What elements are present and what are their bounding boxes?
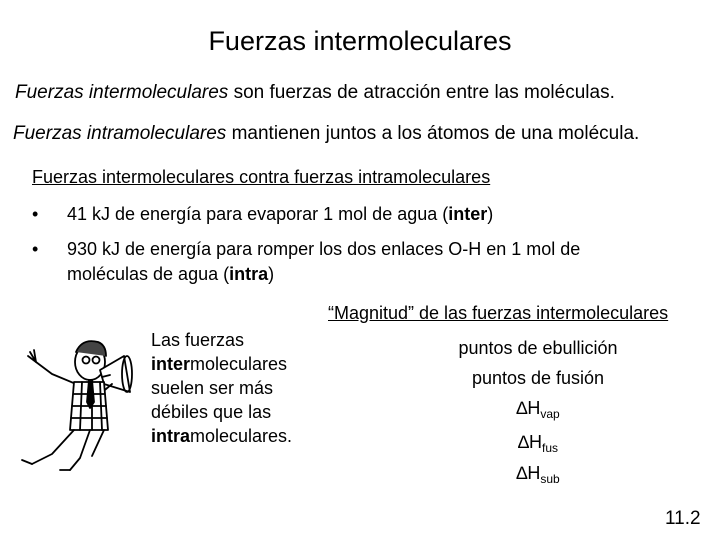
delta-symbol: ∆ (517, 432, 529, 452)
callout-bold-intra: intra (151, 426, 191, 446)
bullet-intra (32, 237, 652, 287)
callout-bold-inter: inter (151, 354, 191, 374)
callout-text (151, 328, 326, 448)
bullet-text-bold: inter (448, 204, 488, 224)
enthalpy-sublimation (378, 463, 698, 486)
term-inter: Fuerzas intermoleculares (15, 82, 229, 103)
boiling-points: puntos de ebullición (458, 338, 618, 358)
page-number: 11.2 (665, 508, 701, 529)
man-with-megaphone-icon (12, 322, 147, 472)
delta-symbol: ∆ (516, 398, 528, 418)
callout-part: Las fuerzas (151, 330, 245, 350)
enthalpy-fusion (378, 432, 698, 455)
delta-symbol: ∆ (516, 463, 528, 483)
definition-intra (13, 123, 639, 145)
melting-points: puntos de fusión (471, 368, 605, 388)
bullet-text (67, 237, 652, 287)
subscript-vap: vap (540, 407, 560, 421)
term-intra: Fuerzas intramoleculares (13, 123, 227, 144)
callout-part: moleculares suelen ser más débiles que las (151, 354, 288, 422)
magnitude-heading: “Magnitud” de las fuerzas intermoleculares (328, 303, 669, 323)
subscript-fus: fus (542, 441, 559, 455)
definition-intra-text: mantienen juntos a los átomos de una molécula. (226, 123, 640, 144)
h-symbol: H (527, 398, 541, 418)
bullet-marker: • (32, 204, 39, 224)
enthalpy-vaporization (378, 398, 698, 421)
bullet-text-post: ) (487, 204, 494, 224)
bullet-text-pre: 41 kJ de energía para evaporar 1 mol de agua ( (67, 204, 449, 224)
comparison-heading: Fuerzas intermoleculares contra fuerzas intramoleculares (32, 167, 491, 187)
h-symbol: H (527, 463, 541, 483)
subscript-sub: sub (540, 472, 560, 486)
bullet-text (67, 202, 493, 227)
bullet-text-pre: 930 kJ de energía para romper los dos enlaces O-H en 1 mol de moléculas de agua ( (67, 239, 581, 284)
callout-part: moleculares. (190, 426, 293, 446)
bullet-text-post: ) (268, 264, 275, 284)
page-title: Fuerzas intermoleculares (208, 26, 512, 56)
bullet-marker: • (32, 239, 39, 259)
bullet-text-bold: intra (229, 264, 269, 284)
definition-inter (15, 82, 615, 104)
definition-inter-text: son fuerzas de atracción entre las moléculas. (228, 82, 615, 103)
h-symbol: H (529, 432, 542, 452)
